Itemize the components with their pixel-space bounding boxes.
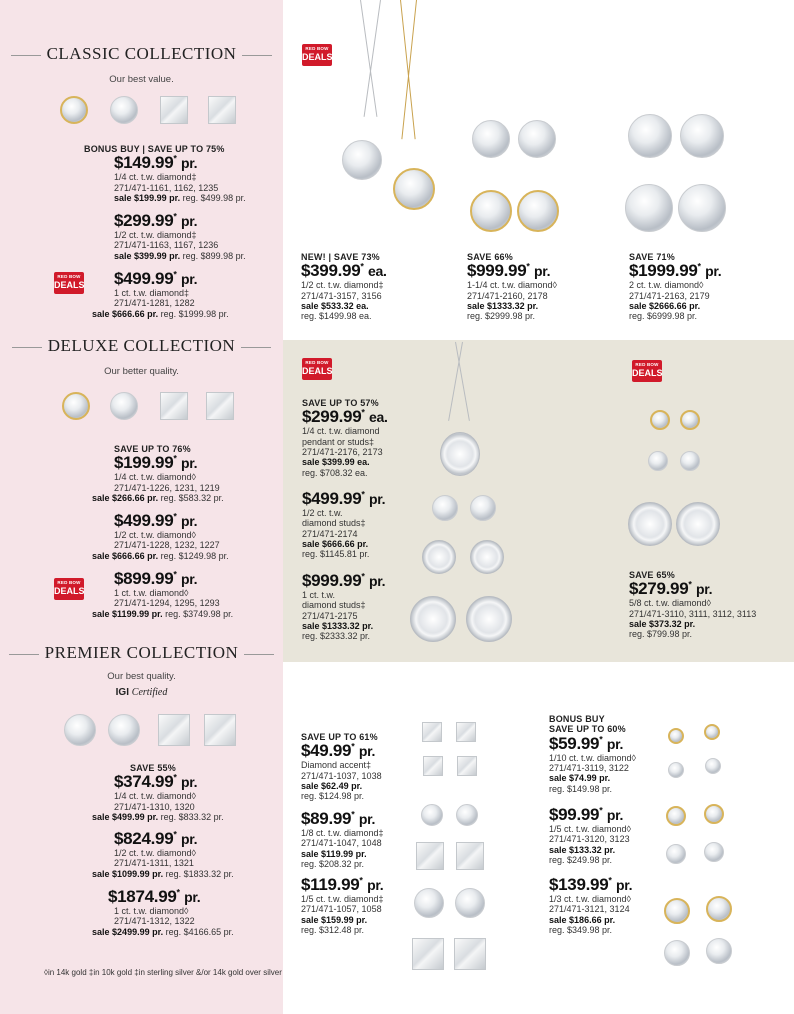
diamond-image bbox=[625, 184, 673, 232]
sale-label: sale bbox=[92, 492, 110, 503]
sale-price: $2499.99 pr. bbox=[112, 926, 164, 937]
sale-price: $499.99 pr. bbox=[112, 811, 159, 822]
reg-price: reg. $1145.81 pr. bbox=[302, 549, 370, 560]
diamond-image bbox=[706, 896, 732, 922]
item-sku: 271/471-1281, 1282 bbox=[114, 298, 195, 309]
item-desc: 1/5 ct. t.w. diamond‡ bbox=[301, 893, 384, 904]
item-price: $89.99 bbox=[301, 809, 352, 828]
item-sku: 271/471-1311, 1321 bbox=[114, 858, 194, 869]
sale-label: sale bbox=[92, 926, 110, 937]
item-price: $1999.99 bbox=[629, 261, 698, 281]
sale-price: $1333.32 pr. bbox=[322, 620, 374, 631]
diamond-image bbox=[472, 120, 510, 158]
sale-price: $266.66 pr. bbox=[112, 492, 159, 503]
diamond-image bbox=[668, 728, 684, 744]
sale-label: sale bbox=[92, 868, 110, 879]
reg-price: reg. $1249.98 pr. bbox=[160, 550, 229, 561]
item-price: $999.99 bbox=[302, 571, 362, 590]
sale-price: $199.99 pr. bbox=[134, 192, 181, 203]
deluxe-collection-subtitle: Our better quality. bbox=[104, 366, 179, 377]
item-desc: 1/10 ct. t.w. diamond◊ bbox=[549, 752, 636, 763]
item-desc: 1/4 ct. t.w. diamond◊ bbox=[114, 472, 196, 483]
sale-label: sale bbox=[92, 550, 110, 561]
reg-price: reg. $149.98 pr. bbox=[549, 783, 613, 794]
sale-label: sale bbox=[549, 844, 567, 855]
diamond-image bbox=[454, 938, 486, 970]
mid-item-1: SAVE UP TO 57% $299.99* ea. 1/4 ct. t.w. diamond pendant or studs‡ 271/471-2176, 2173 sale $399.99 ea. reg. $708.32 ea. bbox=[302, 398, 388, 478]
diamond-image bbox=[206, 392, 234, 420]
premier-collection-subtitle: Our best quality. bbox=[107, 671, 176, 682]
item-price: $139.99 bbox=[549, 875, 609, 894]
reg-price: reg. $1833.32 pr. bbox=[165, 868, 234, 879]
necklace-chain bbox=[360, 0, 377, 117]
item-unit: pr. bbox=[181, 213, 198, 229]
item-headline: NEW! | SAVE 73% bbox=[301, 252, 380, 262]
item-headline: SAVE 71% bbox=[629, 252, 675, 262]
item-desc: 1 ct. t.w. diamond◊ bbox=[114, 905, 189, 916]
item-headline: SAVE UP TO 76% bbox=[114, 444, 191, 454]
item-price: $59.99 bbox=[549, 733, 600, 753]
diamond-image bbox=[666, 806, 686, 826]
item-sku: 271/471-2175 bbox=[302, 610, 358, 621]
diamond-image bbox=[628, 114, 672, 158]
sale-price: $1099.99 pr. bbox=[112, 868, 164, 879]
item-unit: pr. bbox=[369, 573, 386, 589]
item-desc: 1-1/4 ct. t.w. diamond◊ bbox=[467, 280, 557, 291]
diamond-image bbox=[706, 938, 732, 964]
item-unit: pr. bbox=[181, 571, 198, 587]
item-price: $999.99 bbox=[467, 261, 527, 281]
item-unit: pr. bbox=[181, 155, 198, 172]
diamond-image bbox=[666, 844, 686, 864]
bottom-right-item-3: $139.99* pr. 1/3 ct. t.w. diamond◊ 271/471-3121, 3124 sale $186.66 pr. reg. $349.98 pr. bbox=[549, 875, 633, 935]
item-desc: 1/2 ct. t.w. bbox=[302, 507, 343, 518]
sale-label: sale bbox=[92, 608, 110, 619]
diamond-image bbox=[678, 184, 726, 232]
sale-label: sale bbox=[549, 773, 567, 784]
diamond-image bbox=[422, 722, 442, 742]
diamond-image bbox=[628, 502, 672, 546]
reg-price: reg. $312.48 pr. bbox=[301, 924, 365, 935]
diamond-image bbox=[108, 714, 140, 746]
diamond-image bbox=[204, 714, 236, 746]
item-sku: 271/471-1161, 1162, 1235 bbox=[114, 182, 219, 193]
item-desc: 1 ct. t.w. bbox=[302, 589, 336, 600]
classic-collection-title: CLASSIC COLLECTION bbox=[0, 44, 283, 64]
necklace-chain bbox=[364, 0, 381, 117]
item-sku: 271/471-1228, 1232, 1227 bbox=[114, 540, 220, 551]
item-sku: 271/471-2176, 2173 bbox=[302, 446, 383, 457]
item-sku: 271/471-2174 bbox=[302, 528, 358, 539]
sale-price: $159.99 pr. bbox=[321, 914, 368, 925]
diamond-image bbox=[423, 756, 443, 776]
sale-price: $119.99 pr. bbox=[321, 848, 367, 859]
sale-price: $186.66 pr. bbox=[569, 914, 616, 925]
sale-label: sale bbox=[114, 250, 132, 261]
item-unit: pr. bbox=[367, 877, 384, 893]
item-sku: 271/471-3110, 3111, 3112, 3113 bbox=[629, 608, 757, 619]
item-unit: pr. bbox=[181, 831, 198, 847]
item-sku: 271/471-3157, 3156 bbox=[301, 290, 382, 301]
item-unit: pr. bbox=[184, 889, 201, 905]
item-desc: 1/4 ct. t.w. diamond bbox=[302, 426, 380, 437]
item-unit: pr. bbox=[181, 271, 198, 287]
sale-label: sale bbox=[301, 300, 319, 311]
bottom-mid-item-1: SAVE UP TO 61% $49.99* pr. Diamond accent‡ 271/471-1037, 1038 sale $62.49 pr. reg. $124.98 pr. bbox=[301, 732, 382, 802]
diamond-image bbox=[456, 804, 478, 826]
item-unit: pr. bbox=[181, 455, 198, 472]
item-sku: 271/471-1312, 1322 bbox=[114, 916, 195, 927]
sale-label: sale bbox=[301, 914, 319, 925]
sale-label: sale bbox=[302, 538, 320, 549]
reg-price: reg. $124.98 pr. bbox=[301, 791, 365, 802]
deluxe-item-3: $899.99* pr. 1 ct. t.w. diamond◊ 271/471-1294, 1295, 1293 sale $1199.99 pr. reg. $3749.98 pr. bbox=[92, 569, 234, 619]
item-desc: 1/5 ct. t.w. diamond◊ bbox=[549, 823, 631, 834]
sale-price: $399.99 pr. bbox=[134, 250, 181, 261]
item-desc-2: diamond studs‡ bbox=[302, 518, 366, 529]
sale-label: sale bbox=[302, 457, 320, 468]
item-desc: 1/8 ct. t.w. diamond‡ bbox=[301, 827, 384, 838]
diamond-image bbox=[416, 842, 444, 870]
diamond-image bbox=[650, 410, 670, 430]
item-unit: pr. bbox=[358, 811, 376, 827]
item-desc: 1/3 ct. t.w. diamond◊ bbox=[549, 893, 631, 904]
diamond-image bbox=[158, 714, 190, 746]
reg-price: reg. $2333.32 pr. bbox=[302, 631, 371, 642]
sale-price: $399.99 ea. bbox=[322, 457, 370, 468]
item-unit: pr. bbox=[606, 735, 624, 752]
reg-price: reg. $4166.65 pr. bbox=[165, 926, 234, 937]
deluxe-collection-title: DELUXE COLLECTION bbox=[0, 336, 283, 356]
sale-label: sale bbox=[92, 308, 110, 319]
top-item-3: SAVE 71% $1999.99* pr. 2 ct. t.w. diamond◊ 271/471-2163, 2179 sale $2666.66 pr. reg. $6999.98 pr. bbox=[629, 252, 722, 322]
pendant-image bbox=[440, 432, 480, 476]
reg-price: reg. $349.98 pr. bbox=[549, 924, 613, 935]
deluxe-item-1: SAVE UP TO 76% $199.99* pr. 1/4 ct. t.w. diamond◊ 271/471-1226, 1231, 1219 sale $266.66 pr. reg. $583.32 pr. bbox=[92, 444, 224, 503]
item-headline: SAVE 66% bbox=[467, 252, 513, 262]
diamond-image bbox=[208, 96, 236, 124]
reg-price: reg. $833.32 pr. bbox=[160, 811, 224, 822]
item-unit: pr. bbox=[369, 491, 386, 507]
item-desc: 1/2 ct. t.w. diamond‡ bbox=[114, 229, 197, 240]
item-sku: 271/471-3120, 3123 bbox=[549, 834, 630, 845]
reg-price: reg. $899.98 pr. bbox=[182, 250, 246, 261]
premier-item-1: SAVE 55% $374.99* pr. 1/4 ct. t.w. diamond◊ 271/471-1310, 1320 sale $499.99 pr. reg. $833.32 pr. bbox=[92, 763, 224, 822]
reg-price: reg. $583.32 pr. bbox=[160, 492, 224, 503]
item-desc: 1/2 ct. t.w. diamond◊ bbox=[114, 847, 196, 858]
pendant-image bbox=[342, 140, 382, 180]
item-desc: 1 ct. t.w. diamond‡ bbox=[114, 287, 190, 298]
item-unit: ea. bbox=[369, 409, 388, 426]
diamond-image bbox=[410, 596, 456, 642]
diamond-image bbox=[110, 392, 138, 420]
mid-item-4: SAVE 65% $279.99* pr. 5/8 ct. t.w. diamond◊ 271/471-3110, 3111, 3112, 3113 sale $373.32 pr. reg. $799.98 pr. bbox=[629, 570, 757, 640]
diamond-image bbox=[412, 938, 444, 970]
item-desc: 5/8 ct. t.w. diamond◊ bbox=[629, 598, 711, 609]
diamond-image bbox=[704, 842, 724, 862]
item-unit: pr. bbox=[606, 807, 624, 823]
reg-price: reg. $2999.98 pr. bbox=[467, 311, 536, 322]
diamond-image bbox=[456, 842, 484, 870]
sale-label: sale bbox=[301, 848, 319, 859]
sale-label: sale bbox=[467, 300, 485, 311]
diamond-image bbox=[664, 940, 690, 966]
diamond-image bbox=[414, 888, 444, 918]
item-unit: pr. bbox=[358, 743, 376, 760]
diamond-image bbox=[680, 410, 700, 430]
diamond-image bbox=[680, 451, 700, 471]
sale-label: sale bbox=[629, 300, 647, 311]
item-price: $899.99 bbox=[114, 569, 174, 588]
item-price: $399.99 bbox=[301, 261, 361, 281]
sale-price: $74.99 pr. bbox=[569, 773, 611, 784]
item-desc: 2 ct. t.w. diamond◊ bbox=[629, 280, 704, 291]
classic-item-2: $299.99* pr. 1/2 ct. t.w. diamond‡ 271/471-1163, 1167, 1236 sale $399.99 pr. reg. $899.98 pr. bbox=[114, 211, 246, 261]
item-unit: pr. bbox=[616, 877, 633, 893]
item-price: $199.99 bbox=[114, 453, 174, 473]
item-sku: 271/471-1226, 1231, 1219 bbox=[114, 482, 220, 493]
item-headline: SAVE UP TO 61% bbox=[301, 732, 378, 742]
reg-price: reg. $3749.98 pr. bbox=[165, 608, 234, 619]
reg-price: reg. $6999.98 pr. bbox=[629, 311, 698, 322]
item-unit: pr. bbox=[705, 263, 722, 280]
item-desc-2: pendant or studs‡ bbox=[302, 436, 375, 447]
footnote: ◊in 14k gold ‡in 10k gold ‡in sterling silver &/or 14k gold over silver bbox=[44, 968, 282, 977]
item-price: $49.99 bbox=[301, 741, 352, 761]
diamond-image bbox=[422, 540, 456, 574]
sale-label: sale bbox=[92, 811, 110, 822]
item-price: $299.99 bbox=[114, 211, 174, 230]
premier-item-3: $1874.99* pr. 1 ct. t.w. diamond◊ 271/471-1312, 1322 sale $2499.99 pr. reg. $4166.65 pr. bbox=[92, 887, 234, 937]
sale-price: $2666.66 pr. bbox=[649, 300, 701, 311]
sale-price: $533.32 ea. bbox=[321, 300, 369, 311]
sale-price: $666.66 pr. bbox=[112, 308, 159, 319]
deluxe-item-2: $499.99* pr. 1/2 ct. t.w. diamond◊ 271/471-1228, 1232, 1227 sale $666.66 pr. reg. $1249.98 pr. bbox=[92, 511, 229, 561]
bottom-right-item-1: BONUS BUY SAVE UP TO 60% $59.99* pr. 1/10 ct. t.w. diamond◊ 271/471-3119, 3122 sale $74.99 pr. reg. $149.98 pr. bbox=[549, 714, 636, 794]
reg-price: reg. $708.32 ea. bbox=[302, 467, 368, 478]
diamond-image bbox=[518, 120, 556, 158]
necklace-chain bbox=[401, 0, 417, 139]
item-desc-2: diamond studs‡ bbox=[302, 600, 366, 611]
item-unit: ea. bbox=[368, 263, 387, 280]
sale-price: $62.49 pr. bbox=[321, 780, 363, 791]
item-price: $299.99 bbox=[302, 407, 362, 427]
bottom-mid-item-3: $119.99* pr. 1/5 ct. t.w. diamond‡ 271/471-1057, 1058 sale $159.99 pr. reg. $312.48 pr. bbox=[301, 875, 384, 935]
classic-collection-subtitle: Our best value. bbox=[109, 74, 174, 85]
sale-price: $666.66 pr. bbox=[112, 550, 159, 561]
red-bow-deals-badge: RED BOW DEALS bbox=[54, 578, 84, 600]
item-sku: 271/471-1037, 1038 bbox=[301, 770, 382, 781]
sale-label: sale bbox=[114, 192, 132, 203]
reg-price: reg. $249.98 pr. bbox=[549, 854, 613, 865]
diamond-image bbox=[517, 190, 559, 232]
red-bow-deals-badge: RED BOW DEALS bbox=[302, 358, 332, 380]
diamond-image bbox=[680, 114, 724, 158]
sale-label: sale bbox=[629, 618, 647, 629]
item-sku: 271/471-1057, 1058 bbox=[301, 904, 382, 915]
pendant-image bbox=[393, 168, 435, 210]
diamond-image bbox=[60, 96, 88, 124]
item-price: $1874.99 bbox=[108, 887, 177, 906]
sale-price: $666.66 pr. bbox=[322, 538, 369, 549]
item-desc: 1/4 ct. t.w. diamond◊ bbox=[114, 791, 196, 802]
item-headline: BONUS BUY | SAVE UP TO 75% bbox=[84, 144, 225, 154]
red-bow-deals-badge: RED BOW DEALS bbox=[632, 360, 662, 382]
diamond-image bbox=[457, 756, 477, 776]
item-sku: 271/471-3119, 3122 bbox=[549, 762, 629, 773]
item-desc: 1/4 ct. t.w. diamond‡ bbox=[114, 172, 197, 183]
sale-label: sale bbox=[302, 620, 320, 631]
item-desc: 1/2 ct. t.w. diamond‡ bbox=[301, 280, 384, 291]
mid-item-2: $499.99* pr. 1/2 ct. t.w. diamond studs‡ 271/471-2174 sale $666.66 pr. reg. $1145.81 pr. bbox=[302, 489, 386, 560]
item-headline: SAVE UP TO 57% bbox=[302, 398, 379, 408]
top-item-2: SAVE 66% $999.99* pr. 1-1/4 ct. t.w. diamond◊ 271/471-2160, 2178 sale $1333.32 pr. reg. $2999.98 pr. bbox=[467, 252, 557, 322]
reg-price: reg. $1999.98 pr. bbox=[160, 308, 229, 319]
sale-price: $133.32 pr. bbox=[569, 844, 616, 855]
item-headline-2: SAVE UP TO 60% bbox=[549, 724, 626, 735]
diamond-image bbox=[160, 392, 188, 420]
diamond-image bbox=[648, 451, 668, 471]
bottom-mid-item-2: $89.99* pr. 1/8 ct. t.w. diamond‡ 271/471-1047, 1048 sale $119.99 pr. reg. $208.32 pr. bbox=[301, 809, 384, 869]
sale-price: $1199.99 pr. bbox=[112, 608, 163, 619]
diamond-image bbox=[432, 495, 458, 521]
item-price: $149.99 bbox=[114, 153, 174, 173]
diamond-image bbox=[704, 724, 720, 740]
diamond-image bbox=[160, 96, 188, 124]
classic-item-1: BONUS BUY | SAVE UP TO 75% $149.99* pr. 1/4 ct. t.w. diamond‡ 271/471-1161, 1162, 1235 sale $199.99 pr. reg. $499.98 pr. bbox=[84, 144, 246, 203]
item-price: $99.99 bbox=[549, 805, 600, 824]
item-sku: 271/471-2163, 2179 bbox=[629, 290, 710, 301]
diamond-image bbox=[470, 495, 496, 521]
item-desc: Diamond accent‡ bbox=[301, 760, 372, 771]
item-headline: SAVE 55% bbox=[130, 763, 176, 773]
mid-item-3: $999.99* pr. 1 ct. t.w. diamond studs‡ 271/471-2175 sale $1333.32 pr. reg. $2333.32 pr. bbox=[302, 571, 386, 642]
diamond-image bbox=[704, 804, 724, 824]
reg-price: reg. $208.32 pr. bbox=[301, 858, 365, 869]
item-unit: pr. bbox=[696, 581, 713, 598]
top-item-1: NEW! | SAVE 73% $399.99* ea. 1/2 ct. t.w. diamond‡ 271/471-3157, 3156 sale $533.32 ea. reg. $1499.98 ea. bbox=[301, 252, 387, 322]
item-sku: 271/471-1310, 1320 bbox=[114, 801, 195, 812]
diamond-image bbox=[421, 804, 443, 826]
diamond-image bbox=[110, 96, 138, 124]
reg-price: reg. $1499.98 ea. bbox=[301, 311, 372, 322]
item-unit: pr. bbox=[181, 513, 198, 529]
reg-price: reg. $799.98 pr. bbox=[629, 629, 693, 640]
item-price: $499.99 bbox=[302, 489, 362, 508]
item-price: $499.99 bbox=[114, 269, 174, 288]
item-sku: 271/471-1294, 1295, 1293 bbox=[114, 598, 220, 609]
diamond-image bbox=[455, 888, 485, 918]
item-headline: SAVE 65% bbox=[629, 570, 675, 580]
red-bow-deals-badge: RED BOW DEALS bbox=[54, 272, 84, 294]
sale-label: sale bbox=[549, 914, 567, 925]
reg-price: reg. $499.98 pr. bbox=[182, 192, 246, 203]
item-price: $119.99 bbox=[301, 875, 360, 894]
red-bow-deals-badge: RED BOW DEALS bbox=[302, 44, 332, 66]
item-headline: BONUS BUY bbox=[549, 714, 605, 724]
item-unit: pr. bbox=[181, 774, 198, 791]
item-price: $279.99 bbox=[629, 579, 689, 599]
item-desc: 1/2 ct. t.w. diamond◊ bbox=[114, 529, 196, 540]
item-sku: 271/471-3121, 3124 bbox=[549, 904, 630, 915]
diamond-image bbox=[668, 762, 684, 778]
diamond-image bbox=[62, 392, 90, 420]
item-sku: 271/471-1047, 1048 bbox=[301, 838, 382, 849]
diamond-image bbox=[466, 596, 512, 642]
diamond-image bbox=[470, 190, 512, 232]
item-unit: pr. bbox=[534, 263, 551, 280]
diamond-image bbox=[676, 502, 720, 546]
premier-collection-title: PREMIER COLLECTION bbox=[0, 643, 283, 663]
classic-item-3: $499.99* pr. 1 ct. t.w. diamond‡ 271/471-1281, 1282 sale $666.66 pr. reg. $1999.98 pr. bbox=[92, 269, 229, 319]
item-price: $499.99 bbox=[114, 511, 174, 530]
diamond-image bbox=[705, 758, 721, 774]
sale-price: $373.32 pr. bbox=[649, 618, 696, 629]
item-price: $374.99 bbox=[114, 772, 174, 792]
diamond-image bbox=[64, 714, 96, 746]
sale-price: $1333.32 pr. bbox=[487, 300, 539, 311]
bottom-right-item-2: $99.99* pr. 1/5 ct. t.w. diamond◊ 271/471-3120, 3123 sale $133.32 pr. reg. $249.98 pr. bbox=[549, 805, 631, 865]
item-desc: 1 ct. t.w. diamond◊ bbox=[114, 587, 189, 598]
diamond-image bbox=[470, 540, 504, 574]
certified-logo: IGI Certified bbox=[115, 687, 168, 698]
item-sku: 271/471-1163, 1167, 1236 bbox=[114, 240, 219, 251]
sale-label: sale bbox=[301, 780, 319, 791]
premier-item-2: $824.99* pr. 1/2 ct. t.w. diamond◊ 271/471-1311, 1321 sale $1099.99 pr. reg. $1833.32 pr. bbox=[92, 829, 234, 879]
item-price: $824.99 bbox=[114, 829, 174, 848]
diamond-image bbox=[664, 898, 690, 924]
item-sku: 271/471-2160, 2178 bbox=[467, 290, 548, 301]
diamond-image bbox=[456, 722, 476, 742]
